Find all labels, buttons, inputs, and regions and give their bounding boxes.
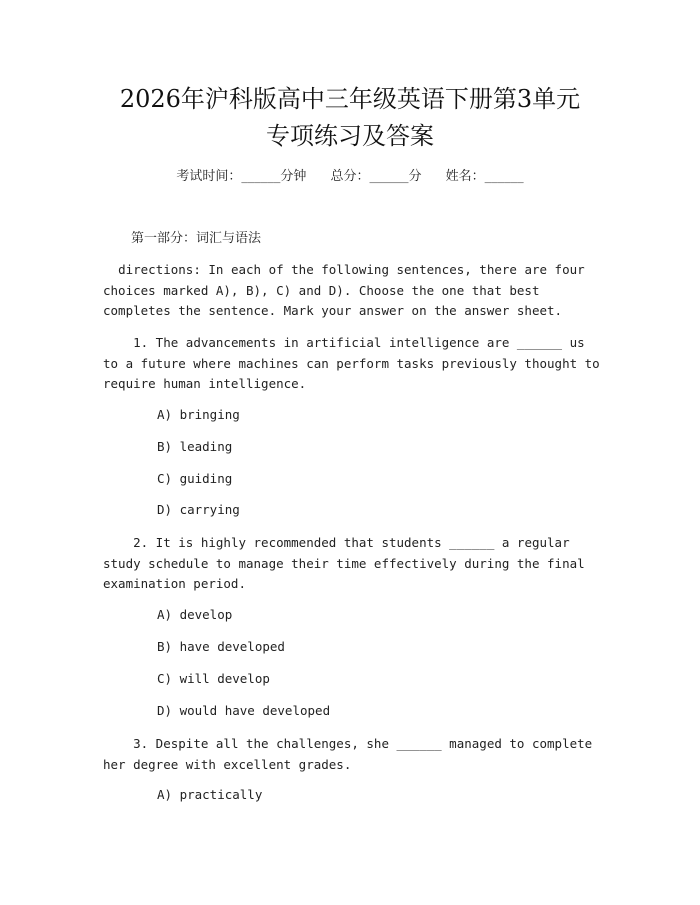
question-1-option-a: A) bringing [157, 407, 240, 422]
exam-name-field: 姓名：______ [445, 169, 524, 184]
question-3-stem: 3. Despite all the challenges, she ______ managed to complete her degree with excellent grades. [103, 736, 600, 772]
exam-time-field: 考试时间：______分钟 [176, 169, 307, 184]
question-1-option-d: D) carrying [157, 502, 240, 517]
section-heading: 第一部分：词汇与语法 [131, 231, 262, 246]
question-1-stem: 1. The advancements in artificial intelligence are ______ us to a future where machines can perform tasks previously thought to require human intelligence. [103, 335, 608, 391]
exam-info [0, 168, 700, 186]
question-2-option-a: A) develop [157, 607, 233, 622]
directions-paragraph: directions: In each of the following sentences, there are four choices marked A), B), C) and D). Choose the one that best completes the sentence. Mark your answer on the answer sheet. [103, 262, 593, 318]
question-2-stem: 2. It is highly recommended that students ______ a regular study schedule to manage their time effectively during the final examination period. [103, 535, 593, 591]
document-title-line-1: 2026年沪科版高中三年级英语下册第3单元 [119, 85, 581, 113]
question-1-option-b: B) leading [157, 439, 233, 454]
question-2-option-d: D) would have developed [157, 703, 331, 718]
question-2-option-c: C) will develop [157, 671, 270, 686]
exam-score-field: 总分：______分 [330, 169, 422, 184]
question-1-option-c: C) guiding [157, 471, 233, 486]
question-3-option-a: A) practically [157, 787, 263, 802]
document-title-line-2: 专项练习及答案 [266, 122, 434, 150]
question-2-option-b: B) have developed [157, 639, 285, 654]
